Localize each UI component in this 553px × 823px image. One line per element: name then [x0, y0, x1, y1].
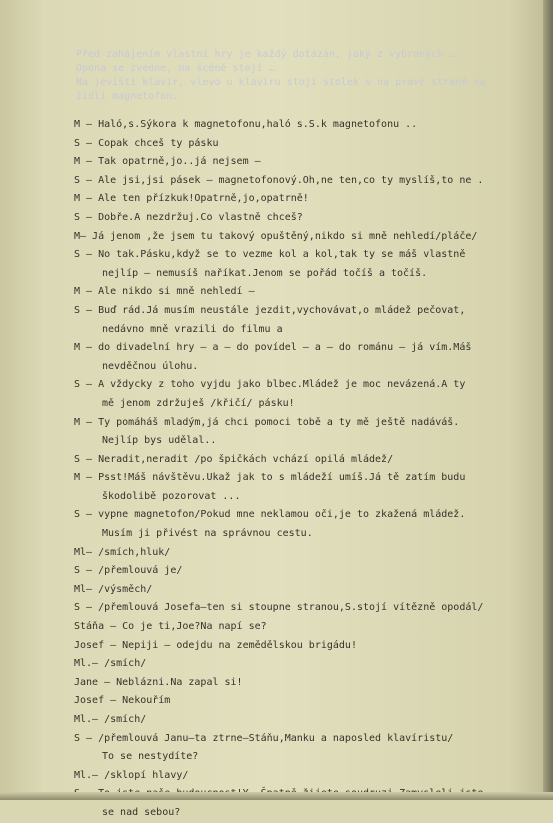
dialogue-line-continuation: Nejlíp bys udělal.. [102, 435, 217, 447]
header-line: Před zahájením vlastní hry je každý dotázán, jaký z vybraných … [76, 49, 456, 60]
dialogue-line: Jane – Neblázni.Na zapal si! [74, 676, 243, 688]
dialogue-line-continuation: mě jenom zdržuješ /křičí/ pásku! [102, 397, 295, 409]
dialogue-line: S – A vždycky z toho vyjdu jako blbec.Mládež je moc nevázená.A ty [74, 379, 466, 391]
page-edge-shadow [543, 0, 553, 800]
dialogue-line-continuation: To se nestydíte? [102, 751, 199, 763]
dialogue-line: M – Ty pomáháš mladým,já chci pomoci tobě a ty mě ještě nadáváš. [74, 416, 460, 428]
dialogue-line: S – Dobře.A nezdržuj.Co vlastně chceš? [74, 211, 303, 223]
dialogue-line: M– Já jenom ,že jsem tu takový opuštěný,nikdo si mně nehledí/pláče/ [74, 230, 478, 242]
dialogue-line: M – Tak opatrně,jo..já nejsem – [74, 156, 261, 168]
dialogue-line: M – Haló,s.Sýkora k magnetofonu,haló s.S.k magnetofonu .. [74, 119, 418, 130]
dialogue-line: Josef – Nepiji – odejdu na zemědělskou brigádu! [74, 639, 357, 651]
dialogue-line-continuation: nedávno mně vrazili do filmu a [102, 323, 283, 335]
script-dialogue [74, 116, 514, 823]
dialogue-line: M – Ale ten přízkuk!Opatrně,jo,opatrně! [74, 193, 309, 205]
dialogue-line: S – No tak.Pásku,když se to vezme kol a kol,tak ty se máš vlastně [74, 249, 466, 261]
dialogue-line: S – /přemlouvá je/ [74, 565, 183, 577]
dialogue-line: Stáňa – Co je ti,Joe?Na napí se? [74, 621, 267, 633]
dialogue-line: Ml.– /sklopí hlavy/ [74, 769, 189, 781]
dialogue-line: S – Neradit,neradit /po špičkách vchází opilá mládež/ [74, 453, 394, 465]
dialogue-line: M – Ale nikdo si mně nehledí – [74, 286, 255, 298]
dialogue-line: Ml.– /smích/ [74, 714, 147, 725]
dialogue-line: S – Buď rád.Já musím neustále jezdit,vychovávat,o mládež pečovat, [74, 304, 466, 316]
dialogue-line: S – /přemlouvá Josefa–ten si stoupne stranou,S.stojí vítězně opodál/ [74, 602, 484, 614]
dialogue-line-continuation: škodolibě pozorovat ... [102, 490, 241, 502]
dialogue-line-continuation: nejlíp – nemusíš naříkat.Jenom se pořád točíš a točíš. [102, 267, 428, 279]
dialogue-line-continuation: Musím ji přivést na správnou cestu. [102, 528, 313, 540]
dialogue-line: S – vypne magnetofon/Pokud mne neklamou oči,je to zkažená mládež. [74, 509, 466, 521]
header-line: Na jevišti klavír, vlevo u klavíru stojí stolek s na pravé straně na [76, 77, 486, 88]
stage-direction-header [76, 48, 516, 104]
header-line: Opona se zvedne, na scéně stojí … [76, 63, 275, 74]
dialogue-line: S – Ale jsi,jsi pásek – magnetofonový.Oh,ne ten,co ty myslíš,to ne . [74, 174, 484, 186]
dialogue-line-continuation: se nad sebou? [102, 806, 181, 818]
page-edge-shadow [0, 792, 553, 800]
dialogue-line: M – Psst!Máš návštěvu.Ukaž jak to s mládeží umíš.Já tě zatím budu [74, 472, 466, 484]
dialogue-line: S – Copak chceš ty pásku [74, 137, 219, 149]
dialogue-line: S – /přemlouvá Janu–ta ztrne–Stáňu,Manku a naposled klavíristu/ [74, 732, 454, 744]
dialogue-line: M – do divadelní hry – a – do povídel – a – do románu – já vím.Máš [74, 342, 472, 354]
dialogue-line: Ml.– /smích/ [74, 658, 147, 670]
dialogue-line: Josef – Nekouřím [74, 695, 171, 707]
dialogue-line: Ml– /smích,hluk/ [74, 546, 171, 558]
header-line: židli magnetofon. [76, 91, 179, 102]
dialogue-line: Ml– /výsměch/ [74, 583, 153, 595]
dialogue-line-continuation: nevděčnou úlohu. [102, 360, 199, 372]
